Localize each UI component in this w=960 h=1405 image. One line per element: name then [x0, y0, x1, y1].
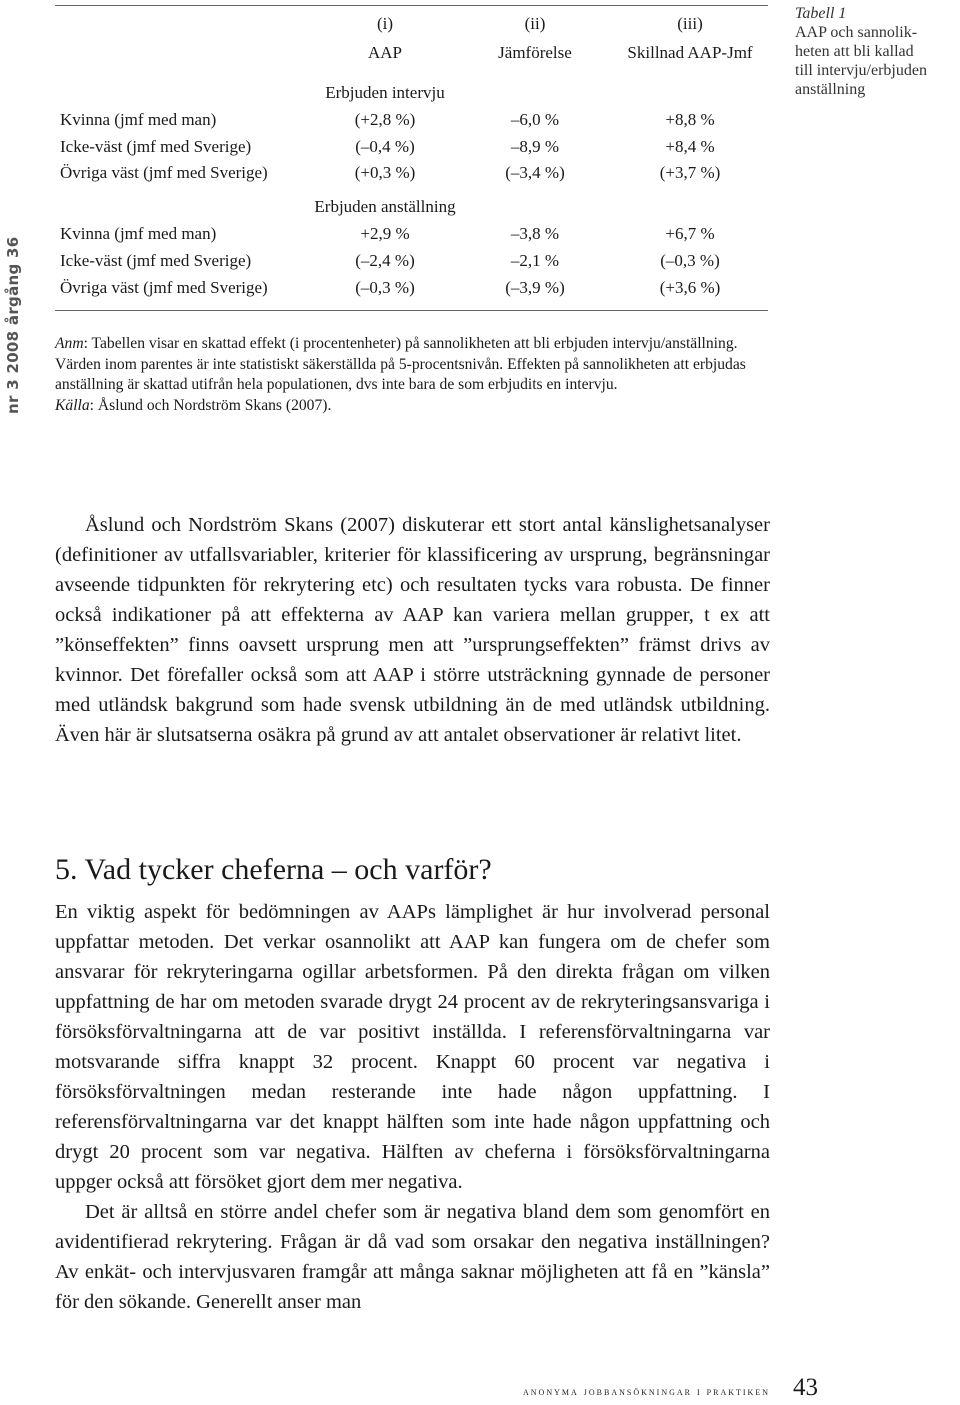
cell-value: (–2,4 %): [355, 251, 415, 270]
note-label: Anm: [55, 335, 84, 352]
col-header-skillnad: Skillnad AAP-Jmf: [627, 43, 753, 62]
note-text: : Tabellen visar en skattad effekt (i procentenheter) på sannolikheten att bli erbjuden intervju/anställning. Värden inom parentes är inte statistiskt säkerställda på 5-procentsnivån. Effekten på sannolikheten att erbjudas anställning är skattad utifrån hela populationen, dvs inte bara de som erbjudits en intervju.: [55, 335, 746, 393]
paragraph-3: Det är alltså en större andel chefer som är negativa bland dem som genomfört en avidentifierad rekrytering. Frågan är då vad som orsakar den negativa inställningen? Av enkät- och intervjusvaren framgår att många saknar möjligheten att få en ”känsla” för den sökande. Generellt anser man: [55, 1201, 770, 1313]
source-text: : Åslund och Nordström Skans (2007).: [89, 396, 332, 414]
cell-value: –3,8 %: [510, 224, 560, 243]
source-label: Källa: [55, 396, 90, 414]
cell-value: (–0,3 %): [355, 278, 415, 297]
cell-value: –8,9 %: [510, 137, 560, 156]
cell-value: +6,7 %: [665, 224, 715, 243]
row-label: Övriga väst (jmf med Sverige): [60, 163, 268, 182]
col-header-jamforelse: Jämförelse: [498, 43, 572, 62]
cell-value: –2,1 %: [510, 251, 560, 270]
table-number: Tabell 1: [795, 5, 847, 22]
table-bottom-rule: [55, 310, 768, 311]
caption-line: till intervju/erbjuden: [795, 62, 927, 79]
paragraph-2: En viktig aspekt för bedömningen av AAPs lämplighet är hur involverad personal uppfattar metoden. Det verkar osannolikt att AAP kan fungera om de chefer som ansvarar för rekryteringarna ogillar arbetsformen. På den direkta frågan om vilken uppfattning de har om metoden svarade drygt 24 procent av de rekryteringsansvariga i försöksförvaltningarna att de var positivt inställda. I referensförvaltningarna var motsvarande siffra knappt 32 procent. Knappt 60 procent var negativa i försöksförvaltningen medan resterande inte hade någon uppfattning. I referensförvaltningarna var det knappt hälften som inte hade någon uppfattning och drygt 20 procent som var negativa. Hälften av cheferna i försöksförvaltningarna uppger också att försöket gjort dem mer negativa.: [55, 901, 770, 1193]
cell-value: +2,9 %: [360, 224, 410, 243]
cell-value: (–0,4 %): [355, 137, 415, 156]
journal-issue-label: nr 3 2008 årgång 36: [4, 236, 22, 414]
row-label: Kvinna (jmf med man): [60, 110, 217, 129]
cell-value: +8,4 %: [665, 137, 715, 156]
table-top-rule: [55, 5, 768, 6]
table-caption: [795, 4, 960, 99]
cell-value: (–0,3 %): [660, 251, 720, 270]
caption-line: anställning: [795, 81, 866, 98]
cell-value: (+0,3 %): [354, 163, 416, 182]
cell-value: –6,0 %: [510, 110, 560, 129]
section-heading: 5. Vad tycker cheferna – och varför?: [55, 853, 492, 886]
col-number-1: (i): [376, 14, 394, 33]
section-title: Erbjuden anställning: [314, 197, 456, 216]
row-label: Kvinna (jmf med man): [60, 224, 217, 243]
caption-line: heten att bli kallad: [795, 43, 914, 60]
table-note: [55, 334, 770, 416]
row-label: Icke-väst (jmf med Sverige): [60, 137, 252, 156]
row-label: Övriga väst (jmf med Sverige): [60, 278, 268, 297]
page-number: 43: [793, 1374, 818, 1401]
running-footer: anonyma jobbansökningar i praktiken: [522, 1384, 770, 1398]
row-label: Icke-väst (jmf med Sverige): [60, 251, 252, 270]
cell-value: (–3,4 %): [505, 163, 565, 182]
cell-value: (+3,6 %): [659, 278, 721, 297]
col-number-2: (ii): [524, 14, 546, 33]
col-header-aap: AAP: [367, 43, 402, 62]
cell-value: +8,8 %: [665, 110, 715, 129]
body-paragraph: [55, 897, 770, 1317]
cell-value: (+2,8 %): [354, 110, 416, 129]
caption-line: AAP och sannolik-: [795, 24, 918, 41]
cell-value: (–3,9 %): [505, 278, 565, 297]
cell-value: (+3,7 %): [659, 163, 721, 182]
paragraph-1: Åslund och Nordström Skans (2007) diskuterar ett stort antal känslighetsanalyser (definitioner av utfallsvariabler, kriterier för klassificering av ursprung, begränsningar avseende tidpunkten för rekrytering etc) och resultaten tycks vara robusta. De finner också indikationer på att effekterna av AAP kan variera mellan grupper, t ex att ”könseffekten” finns oavsett ursprung men att ”ursprungseffekten” främst drivs av kvinnor. Det förefaller också som att AAP i större utsträckning gynnade de personer med utländsk bakgrund som hade svensk utbildning än de med utländsk utbildning. Även här är slutsatserna osäkra på grund av att antalet observationer är relativt litet.: [55, 514, 770, 746]
section-title: Erbjuden intervju: [325, 83, 445, 102]
body-paragraph: [55, 510, 770, 750]
col-number-3: (iii): [677, 14, 703, 33]
